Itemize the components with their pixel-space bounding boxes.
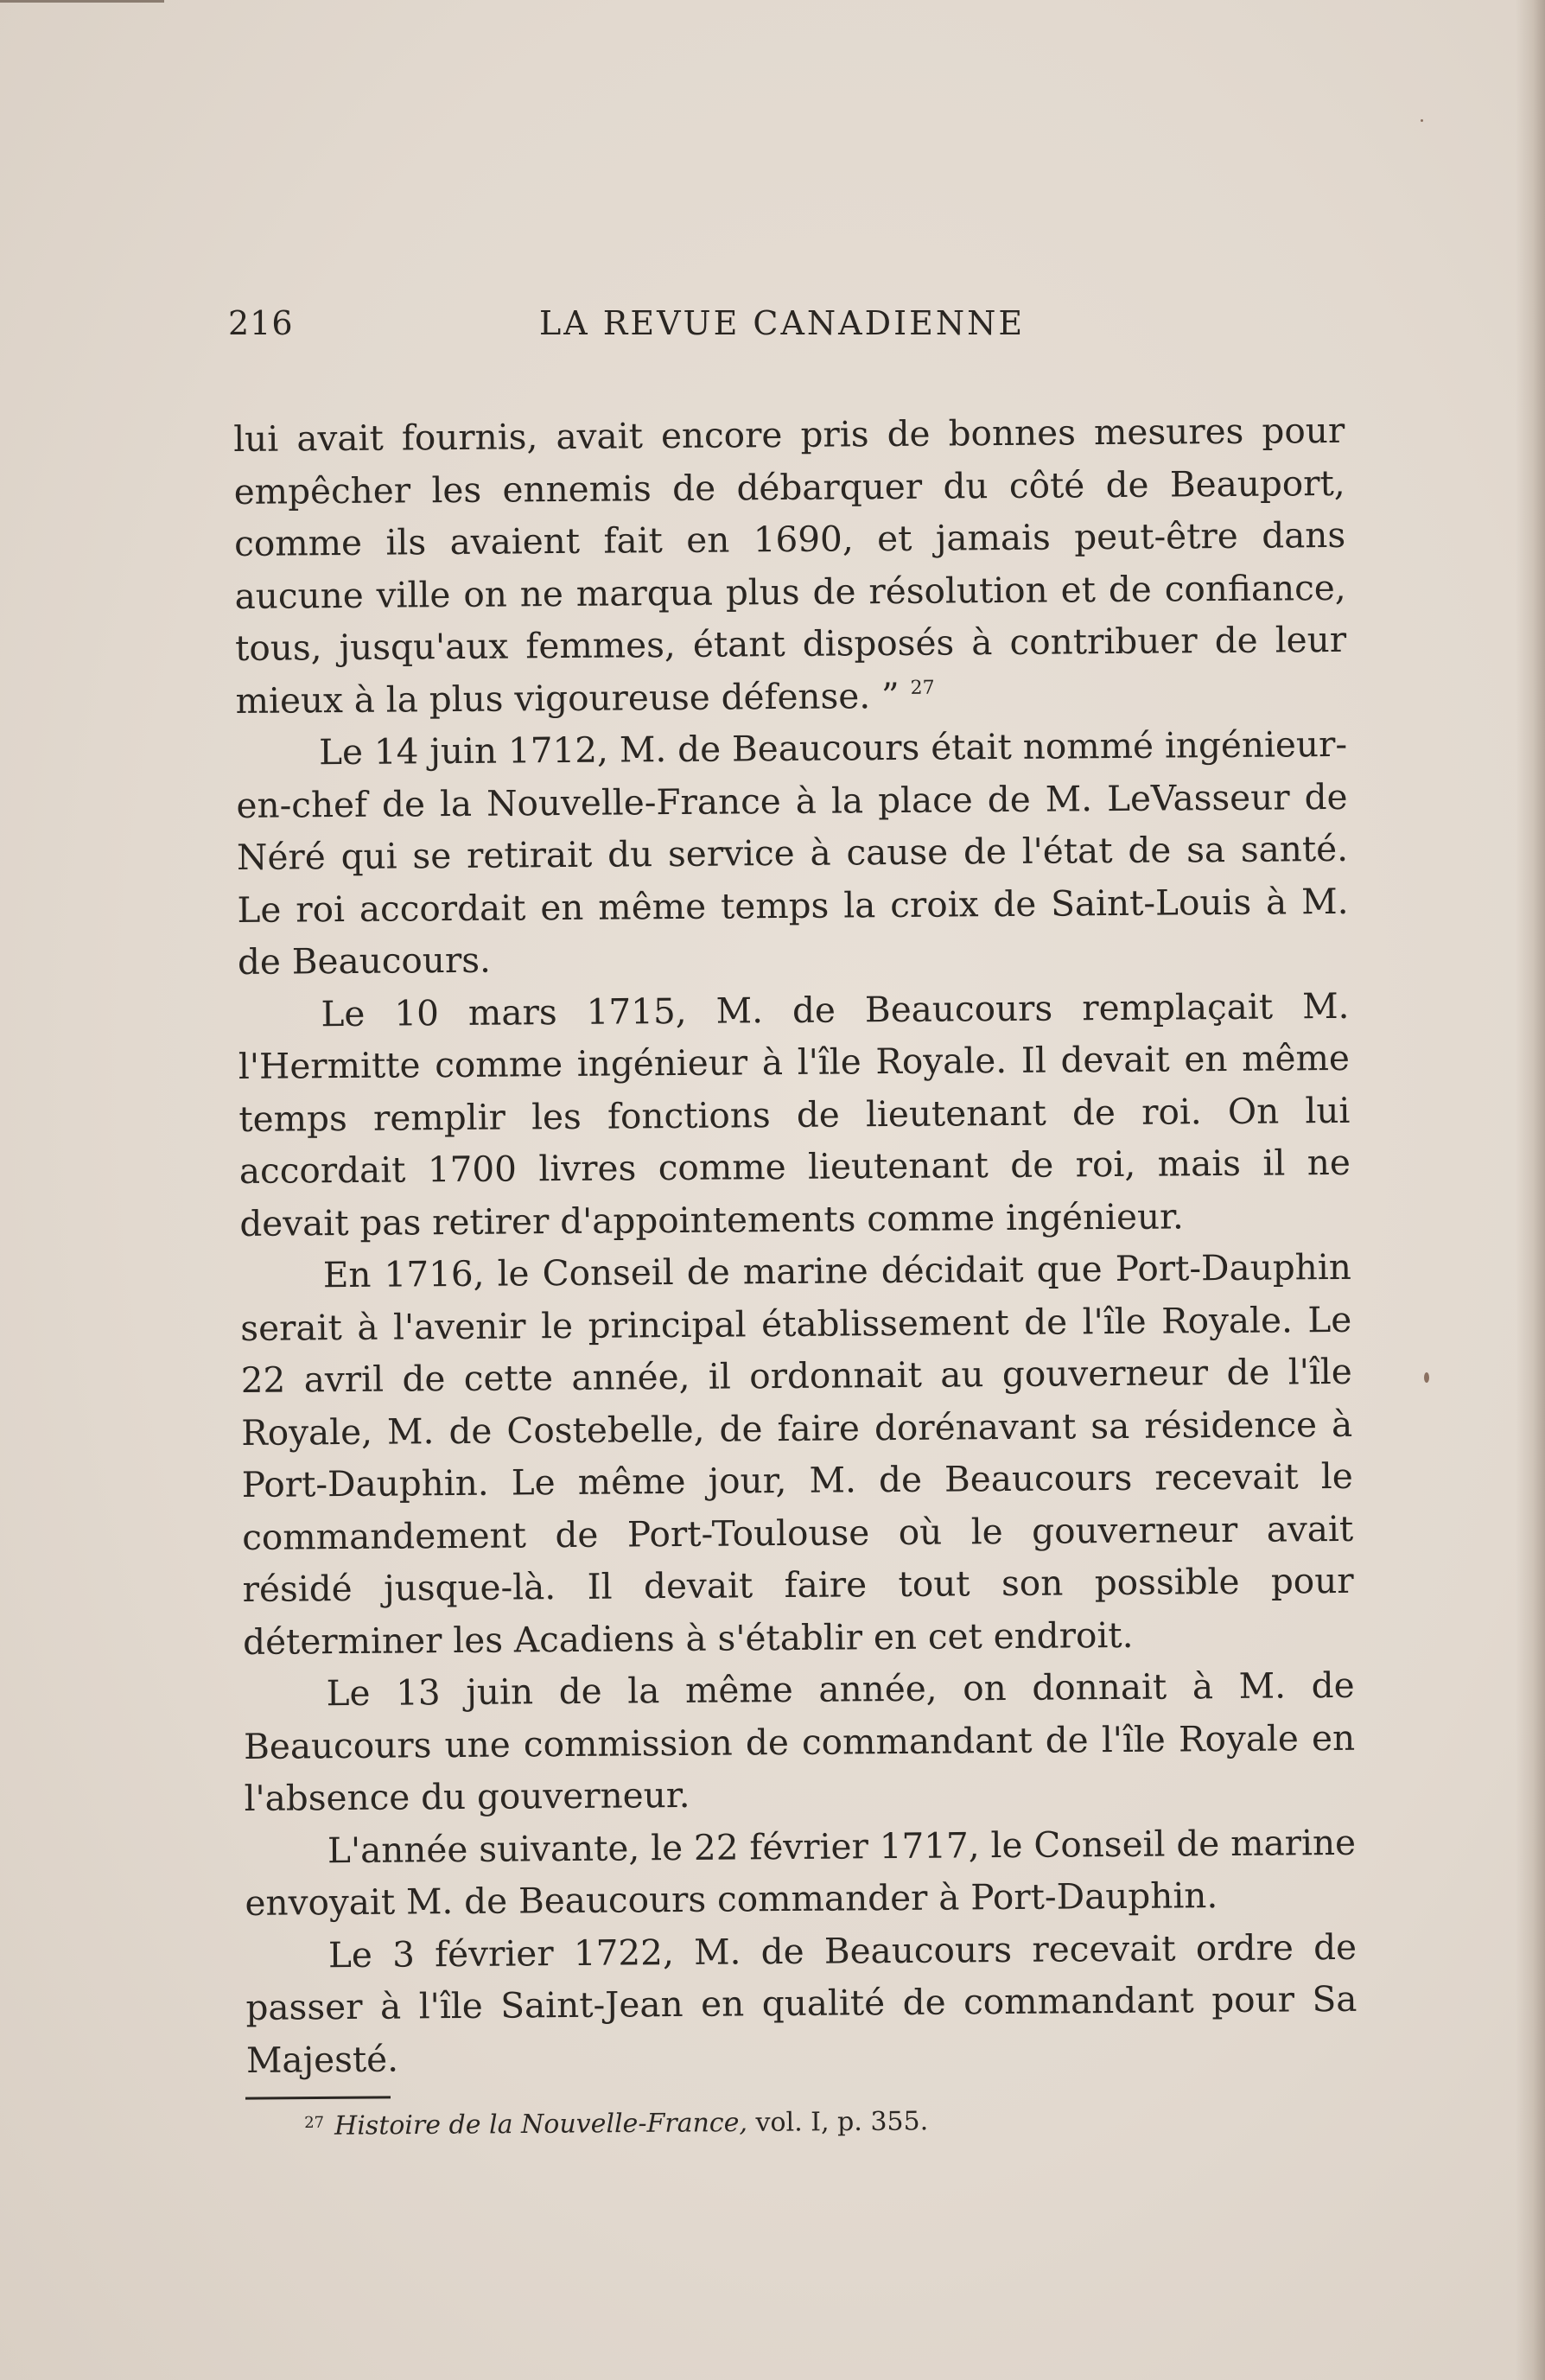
footnote-details: vol. I, p. 355. <box>755 2106 929 2138</box>
paragraph-5: Le 13 juin de la même année, on donnait à M. de Beaucours une commission de commandant de l'île Royale en l'absence du gouverneur. <box>243 1664 1356 1819</box>
footnote-title: Histoire de la Nouvelle-France, <box>334 2107 748 2141</box>
paper-speck <box>1421 119 1423 122</box>
body-text <box>233 404 1357 2086</box>
paragraph-4: En 1716, le Conseil de marine décidait que Port-Dauphin serait à l'avenir le principal établissement de l'île Royale. Le 22 avril de cette année, il ordonnait au gouverneur de l'île Royale, M. de Costebelle, de faire dorénavant sa résidence à Port-Dauphin. Le même jour, M. de Beaucours recevait le commandement de Port-Toulouse où le gouverneur avait résidé jusque-là. Il devait faire tout son possible pour déterminer les Acadiens à s'établir en cet endroit. <box>240 1245 1354 1663</box>
spine-shadow <box>1516 0 1545 2380</box>
running-head <box>228 304 1343 356</box>
paper-speck <box>1424 1372 1429 1383</box>
page-number: 216 <box>228 304 294 342</box>
paragraph-1-text: lui avait fournis, avait encore pris de bonnes mesures pour empêcher les ennemis de débarquer du côté de Beauport, comme ils avaient fait en 1690, et jamais peut-être dans aucune ville on ne marqua plus de résolution et de confiance, tous, jusqu'aux femmes, étant disposés à contribuer de leur mieux à la plus vigoureuse défense. ” <box>233 409 1347 722</box>
footnote <box>304 2101 928 2144</box>
journal-title: LA REVUE CANADIENNE <box>539 304 1026 342</box>
footnote-rule <box>245 2096 391 2099</box>
paragraph-2: Le 14 juin 1712, M. de Beaucours était nommé ingénieur-en-chef de la Nouvelle-France à la place de M. LeVasseur de Néré qui se retirait du service à cause de l'état de sa santé. Le roi accordait en même temps la croix de Saint-Louis à M. de Beaucours. <box>236 722 1349 983</box>
paragraph-6: L'année suivante, le 22 février 1717, le Conseil de marine envoyait M. de Beaucours commander à Port-Dauphin. <box>245 1821 1357 1924</box>
footnote-ref: 27 <box>910 677 935 699</box>
footnote-mark: 27 <box>304 2113 325 2132</box>
page-top-edge <box>0 0 164 3</box>
paragraph-3: Le 10 mars 1715, M. de Beaucours remplaçait M. l'Hermitte comme ingénieur à l'île Royale. Il devait en même temps remplir les fonctions de lieutenant de roi. On lui accordait 1700 livres comme lieutenant de roi, mais il ne devait pas retirer d'appointements comme ingénieur. <box>238 984 1351 1244</box>
paragraph-7: Le 3 février 1722, M. de Beaucours recevait ordre de passer à l'île Saint-Jean en qualité de commandant pour Sa Majesté. <box>245 1925 1357 2081</box>
paragraph-1 <box>233 404 1347 727</box>
